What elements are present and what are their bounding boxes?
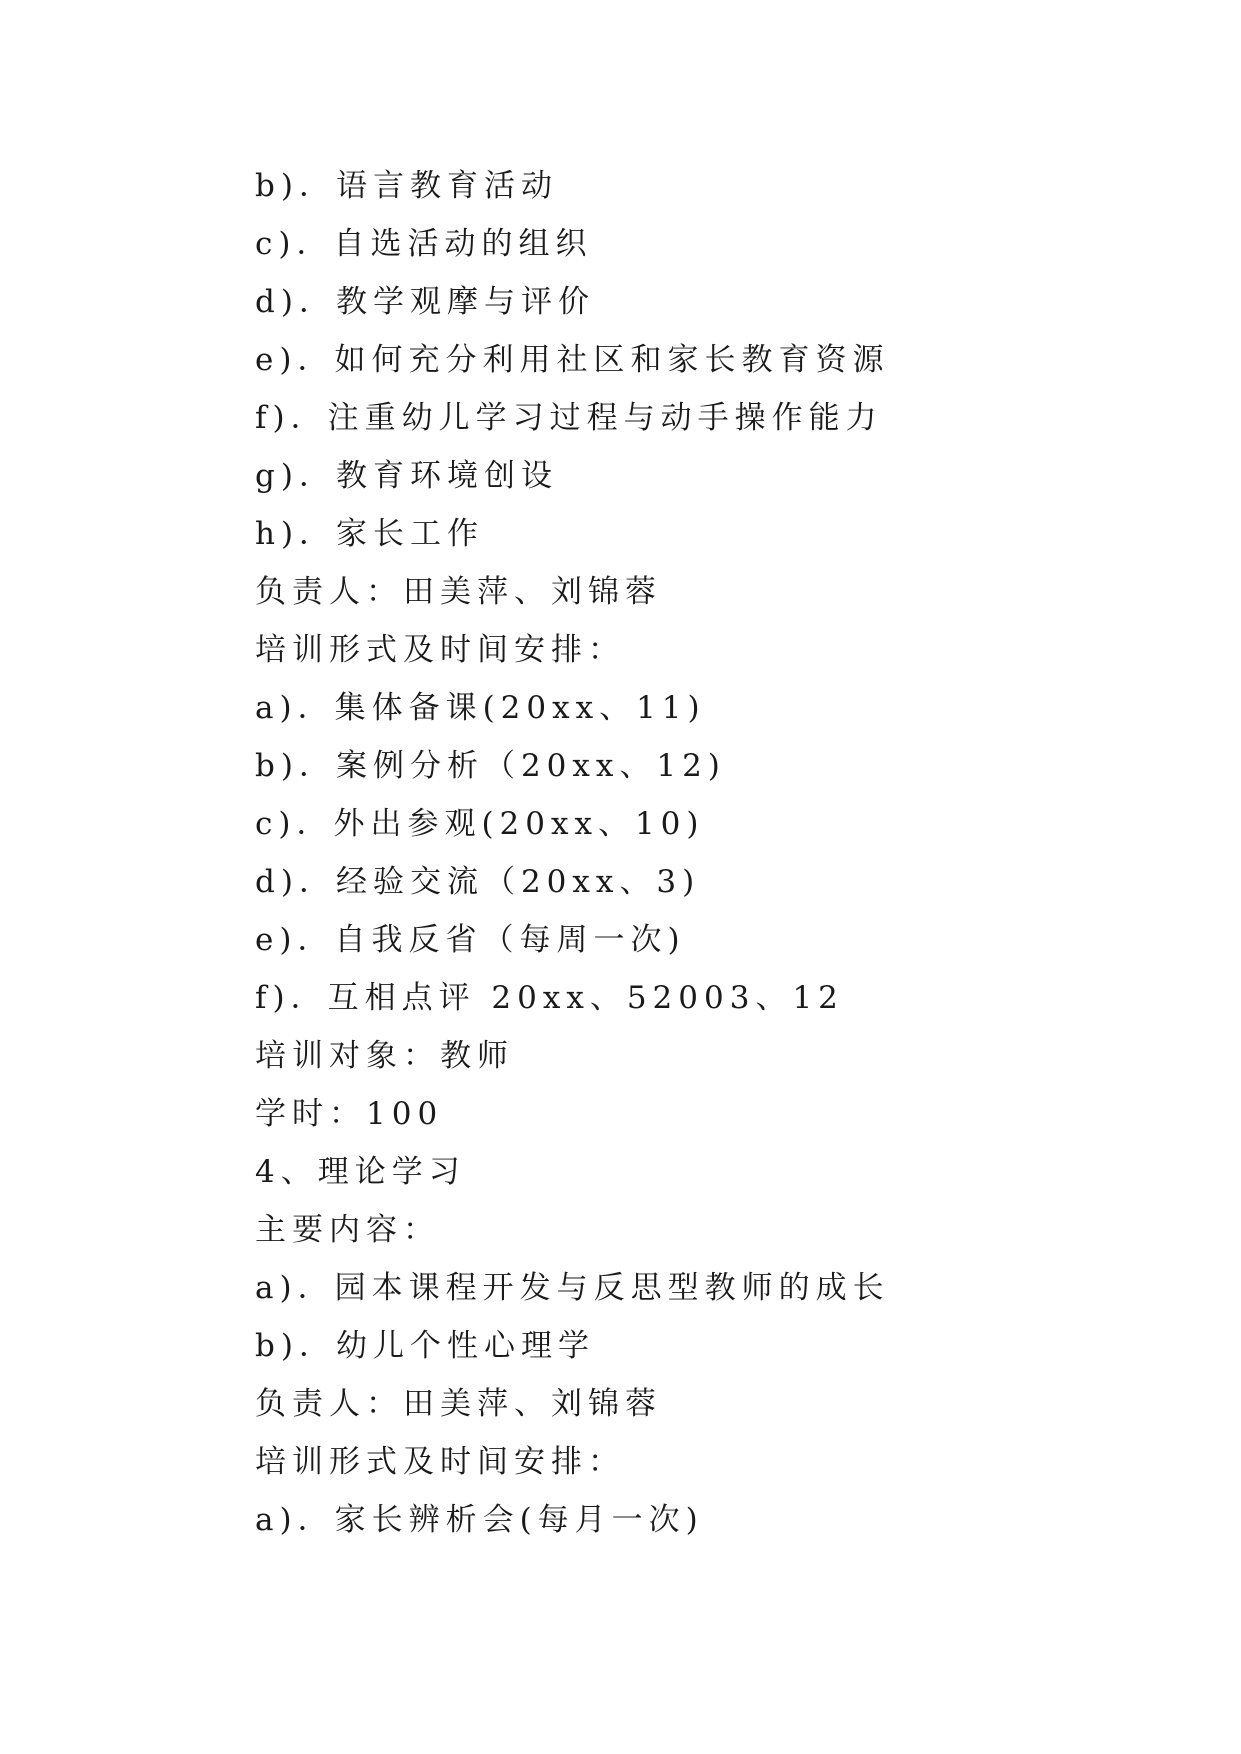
main-content-heading: 主要内容： xyxy=(255,1212,440,1248)
schedule-item-collective-prep: a)．集体备课(20xx、11) xyxy=(255,690,706,726)
list-item-community-resources: e)．如何充分利用社区和家长教育资源 xyxy=(255,342,890,378)
document-body xyxy=(255,157,1155,1549)
list-item-curriculum-development: a)．园本课程开发与反思型教师的成长 xyxy=(255,1270,890,1306)
list-item-learning-process: f)．注重幼儿学习过程与动手操作能力 xyxy=(255,400,883,436)
schedule-item-case-analysis: b)．案例分析（20xx、12) xyxy=(255,748,726,784)
schedule-item-experience-exchange: d)．经验交流（20xx、3) xyxy=(255,864,701,900)
training-target: 培训对象：教师 xyxy=(255,1038,514,1074)
list-item-language-activity: b)．语言教育活动 xyxy=(255,168,558,204)
responsible-persons-2: 负责人：田美萍、刘锦蓉 xyxy=(255,1386,662,1422)
section-heading-theory: 4、理论学习 xyxy=(255,1154,466,1190)
schedule-item-self-reflection: e)．自我反省（每周一次) xyxy=(255,922,686,958)
training-format-heading: 培训形式及时间安排： xyxy=(255,632,625,668)
list-item-self-selected-activity: c)．自选活动的组织 xyxy=(255,226,593,262)
list-item-teaching-observation: d)．教学观摩与评价 xyxy=(255,284,595,320)
schedule-item-field-visit: c)．外出参观(20xx、10) xyxy=(255,806,705,842)
training-hours: 学时：100 xyxy=(255,1096,444,1132)
schedule-item-peer-review: f)．互相点评 20xx、52003、12 xyxy=(255,980,844,1016)
training-format-heading-2: 培训形式及时间安排： xyxy=(255,1444,625,1480)
responsible-persons: 负责人：田美萍、刘锦蓉 xyxy=(255,574,662,610)
schedule-item-parent-debate: a)．家长辨析会(每月一次) xyxy=(255,1502,704,1538)
list-item-child-psychology: b)．幼儿个性心理学 xyxy=(255,1328,595,1364)
list-item-environment: g)．教育环境创设 xyxy=(255,458,558,494)
list-item-parent-work: h)．家长工作 xyxy=(255,516,485,552)
